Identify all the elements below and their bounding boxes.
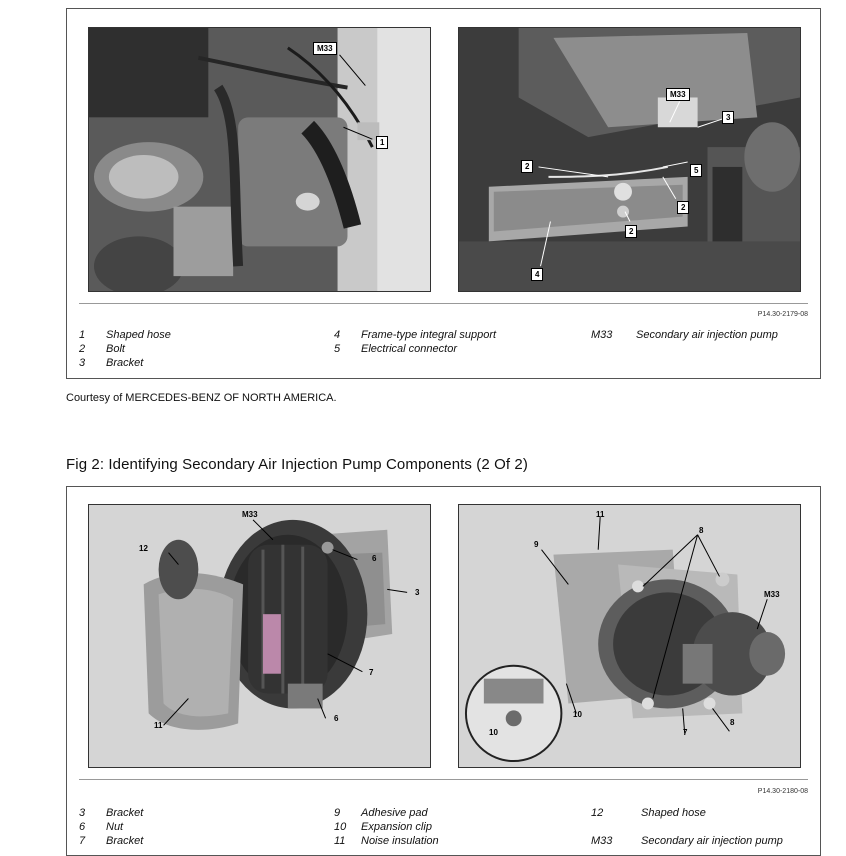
callout-5: 5 — [690, 164, 702, 177]
figure-2-title: Fig 2: Identifying Secondary Air Injection Pump Components (2 Of 2) — [66, 456, 528, 473]
callout-2: 2 — [625, 225, 637, 238]
legend-num: 3 — [79, 807, 86, 819]
figure-1-photo-engine-bay — [88, 27, 431, 292]
callout-8: 8 — [730, 718, 735, 727]
legend-text: Shaped hose — [106, 329, 171, 341]
callout-m33: M33 — [313, 42, 337, 55]
legend-text: Expansion clip — [361, 821, 432, 833]
legend-text: Bracket — [106, 357, 144, 369]
legend-text: Bracket — [106, 807, 144, 819]
figure-2-box — [66, 486, 821, 856]
callout-9: 9 — [534, 540, 539, 549]
legend-num: M33 — [591, 329, 613, 341]
figure-2-legend — [79, 807, 809, 852]
legend-num: 1 — [79, 329, 86, 341]
figure-2-photo-pump-assembly — [88, 504, 431, 768]
legend-num: 12 — [591, 807, 604, 819]
figure-2-ref-code: P14.30-2180-08 — [757, 788, 808, 795]
legend-num: 4 — [334, 329, 341, 341]
legend-num: 9 — [334, 807, 341, 819]
callout-m33: M33 — [242, 510, 258, 519]
legend-num: 11 — [334, 835, 346, 847]
callout-11: 11 — [154, 721, 163, 730]
callout-6: 6 — [372, 554, 377, 563]
legend-text: Bolt — [106, 343, 125, 355]
legend-text: Noise insulation — [361, 835, 439, 847]
callout-2: 2 — [521, 160, 533, 173]
legend-num: 5 — [334, 343, 341, 355]
callout-11: 11 — [596, 510, 605, 519]
legend-num: 2 — [79, 343, 86, 355]
legend-text: Bracket — [106, 835, 144, 847]
mounting-illustration — [459, 28, 800, 291]
figure-1-photo-mounting — [458, 27, 801, 292]
callout-10: 10 — [573, 710, 582, 719]
legend-text: Secondary air injection pump — [641, 835, 783, 847]
callout-3: 3 — [415, 588, 420, 597]
callout-4: 4 — [531, 268, 543, 281]
callout-2: 2 — [677, 201, 689, 214]
callout-7: 7 — [369, 668, 374, 677]
callout-8: 8 — [699, 526, 704, 535]
legend-num: 7 — [79, 835, 86, 847]
figure-2-photo-pump-detail — [458, 504, 801, 768]
figure-2-separator — [79, 779, 808, 780]
callout-12: 12 — [139, 544, 148, 553]
callout-3: 3 — [722, 111, 734, 124]
legend-text: Secondary air injection pump — [636, 329, 778, 341]
callout-m33: M33 — [666, 88, 690, 101]
legend-num: 6 — [79, 821, 86, 833]
legend-text: Frame-type integral support — [361, 329, 497, 341]
legend-text: Adhesive pad — [361, 807, 428, 819]
pump-detail-illustration — [459, 505, 800, 767]
callout-1: 1 — [376, 136, 388, 149]
legend-num: 10 — [334, 821, 347, 833]
callout-6: 6 — [334, 714, 339, 723]
callout-m33: M33 — [764, 590, 780, 599]
figure-1-legend — [79, 329, 809, 374]
callout-7: 7 — [683, 728, 688, 737]
legend-text: Nut — [106, 821, 124, 833]
callout-10: 10 — [489, 728, 498, 737]
legend-num: M33 — [591, 835, 613, 847]
legend-num: 3 — [79, 357, 86, 369]
figure-1-box — [66, 8, 821, 379]
courtesy-note: Courtesy of MERCEDES-BENZ OF NORTH AMERICA. — [66, 392, 337, 404]
figure-1-ref-code: P14.30-2179-08 — [757, 311, 808, 318]
legend-text: Shaped hose — [641, 807, 706, 819]
legend-text: Electrical connector — [361, 343, 457, 355]
engine-bay-illustration — [89, 28, 430, 291]
figure-1-separator — [79, 303, 808, 304]
